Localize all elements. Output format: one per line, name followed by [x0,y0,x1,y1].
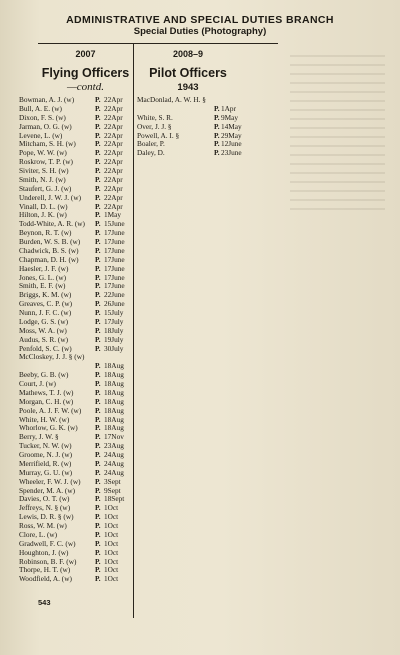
seniority-date: 22Apr [104,174,123,184]
officer-name: Chapman, D. H. (w) [19,254,79,264]
officer-name: Nunn, J. F. C. (w) [19,308,72,317]
seniority-code: P. [95,432,101,442]
seniority-date: 12June [221,139,242,149]
seniority-code: P. [95,565,101,575]
seniority-code: P. [95,503,101,513]
seniority-date: 22Apr [104,121,123,131]
seniority-date: 17June [104,228,125,238]
seniority-code: P. [95,121,101,131]
officer-name: Moss, W. A. (w) [19,325,67,335]
seniority-date: 26June [104,299,125,309]
officer-name: MacDonlad, A. W. H. § [137,95,206,104]
left-entries-list [19,96,134,584]
seniority-date: 1Oct [104,565,119,575]
seniority-date: 22Apr [104,157,123,167]
seniority-code: P. [95,476,101,486]
seniority-code: P. [95,574,101,584]
seniority-code: P. [95,370,101,380]
seniority-code: P. [214,103,220,113]
branch-subtitle: Special Duties (Photography) [133,26,267,37]
left-rank-heading: Flying Officers [41,66,130,80]
list-item [19,575,134,584]
seniority-code: P. [95,521,101,530]
seniority-date: 22Apr [104,183,123,193]
seniority-code: P. [95,556,101,566]
seniority-code: P. [95,228,101,238]
seniority-code: P. [95,201,101,211]
officer-name: Berry, J. W. § [19,432,59,442]
officer-name: Haesler, J. F. (w) [19,263,69,273]
officer-name: Spender, M. A. (w) [19,485,76,495]
seniority-code: P. [95,192,101,202]
officer-name: Tucker, N. W. (w) [19,441,72,451]
officer-name: Underell, J. W. J. (w) [19,192,82,202]
seniority-code: P. [95,467,101,477]
seniority-code: P. [95,512,101,522]
seniority-date: 22June [104,290,125,300]
seniority-code: P. [95,423,101,433]
seniority-date: 22Apr [104,139,123,149]
seniority-code: P. [214,148,220,158]
seniority-date: 15June [104,219,125,229]
seniority-code: P. [95,494,101,504]
branch-title: ADMINISTRATIVE AND SPECIAL DUTIES BRANCH [66,14,334,26]
seniority-code: P. [95,290,101,300]
seniority-code: P. [95,529,101,539]
seniority-date: 1Oct [104,521,119,530]
officer-name: Wheeler, F. W. J. (w) [19,476,81,486]
officer-name: Mitcham, S. H. (w) [19,139,76,149]
left-section-number: 2007 [75,49,96,59]
seniority-date: 18Aug [104,414,124,424]
seniority-code: P. [95,379,101,388]
officer-name: Briggs, K. M. (w) [19,290,72,300]
seniority-date: 23Aug [104,441,124,451]
seniority-code: P. [214,130,220,140]
seniority-date: 18Aug [104,361,124,371]
seniority-code: P. [214,112,220,122]
seniority-code: P. [95,441,101,451]
officer-name: Smith, E. F. (w) [19,281,66,291]
seniority-date: 17June [104,263,125,273]
officer-name: Morgan, C. H. (w) [19,396,74,406]
seniority-code: P. [95,325,101,335]
officer-name: Clore, L. (w) [19,529,58,539]
right-entries-list [137,96,252,158]
seniority-date: 3Sept [104,476,121,486]
seniority-code: P. [95,166,101,175]
officer-name: Court, J. (w) [19,379,56,388]
seniority-date: 22Apr [104,148,123,158]
officer-name: Houghton, J. (w) [19,547,69,557]
officer-name: Smith, N. J. (w) [19,174,66,184]
bleed-through-text [290,55,385,215]
seniority-date: 17June [104,272,125,282]
seniority-date: 17June [104,237,125,246]
seniority-date: 22Apr [104,95,123,104]
officer-name: Bowman, A. J. (w) [19,95,75,104]
seniority-code: P. [95,538,101,548]
seniority-date: 15July [104,308,124,317]
seniority-date: 22Apr [104,192,123,202]
officer-name: McCloskey, J. J. § (w) [19,352,85,362]
header-rule [38,43,278,44]
officer-name: White, H. W. (w) [19,414,70,424]
seniority-date: 18Aug [104,370,124,380]
officer-name: Chadwick, B. S. (w) [19,245,79,255]
officer-name: Staufert, G. J. (w) [19,183,72,193]
officer-name: Daley, D. [137,148,165,158]
seniority-code: P. [95,485,101,495]
seniority-code: P. [95,299,101,309]
officer-name: Greaves, C. P. (w) [19,299,73,309]
seniority-date: 1Oct [104,512,119,522]
seniority-code: P. [95,334,101,344]
seniority-date: 14May [221,121,242,131]
officer-name: Levene, L. (w) [19,130,63,140]
seniority-code: P. [95,157,101,167]
seniority-code: P. [95,148,101,158]
seniority-code: P. [95,281,101,291]
seniority-code: P. [95,139,101,149]
seniority-code: P. [95,316,101,326]
officer-name: Lewis, D. R. § (w) [19,512,74,522]
seniority-date: 18Aug [104,405,124,415]
seniority-date: 22Apr [104,103,123,113]
officer-name: Siviter, S. H. (w) [19,166,69,175]
seniority-date: 9May [221,112,239,122]
officer-name: Jeffreys, N. § (w) [19,503,71,513]
seniority-date: 18Aug [104,423,124,433]
seniority-date: 18Sept [104,494,125,504]
left-contd-label: —contd. [67,81,104,93]
officer-name: Woodfield, A. (w) [19,574,72,584]
officer-name: Whorlow, G. K. (w) [19,423,78,433]
seniority-date: 24Aug [104,458,124,468]
officer-name: Pope, W. W. (w) [19,148,67,158]
officer-name: Poole, A. J. F. W. (w) [19,405,82,415]
officer-name: Roskrow, T. P. (w) [19,157,73,167]
seniority-date: 1Oct [104,538,119,548]
seniority-code: P. [95,343,101,353]
seniority-code: P. [95,405,101,415]
seniority-date: 18Aug [104,396,124,406]
seniority-date: 22Apr [104,201,123,211]
officer-name: Merrifield, R. (w) [19,458,72,468]
officer-name: Murray, G. U. (w) [19,467,73,477]
seniority-code: P. [95,112,101,122]
officer-name: Beynon, R. T. (w) [19,228,72,238]
seniority-code: P. [95,308,101,317]
seniority-code: P. [95,130,101,140]
right-rank-heading: Pilot Officers [149,66,227,80]
seniority-date: 18Aug [104,387,124,397]
officer-name: Dixon, F. S. (w) [19,112,66,122]
seniority-date: 9Sept [104,485,121,495]
seniority-code: P. [95,103,101,113]
officer-name: Beeby, G. B. (w) [19,370,69,380]
seniority-code: P. [95,450,101,459]
seniority-code: P. [95,263,101,273]
seniority-date: 19July [104,334,124,344]
seniority-code: P. [95,414,101,424]
seniority-date: 22Apr [104,130,123,140]
officer-name: Over, J. J. § [137,121,172,131]
seniority-date: 17June [104,281,125,291]
seniority-code: P. [95,174,101,184]
seniority-date: 1Oct [104,556,119,566]
officer-name: Robinson, B. F. (w) [19,556,77,566]
seniority-code: P. [95,245,101,255]
officer-name: Gradwell, F. C. (w) [19,538,76,548]
officer-name: Burden, W. S. B. (w) [19,237,81,246]
seniority-date: 24Aug [104,467,124,477]
seniority-date: 1Oct [104,529,119,539]
seniority-code: P. [95,458,101,468]
officer-name: Groome, N. J. (w) [19,450,73,459]
seniority-date: 24Aug [104,450,124,459]
officer-name: Bull, A. E. (w) [19,103,62,113]
officer-name: Todd-White, A. R. (w) [19,219,85,229]
officer-name: Jones, G. L. (w) [19,272,67,282]
officer-name: Powell, A. I. § [137,130,180,140]
seniority-date: 1May [104,210,122,220]
seniority-code: P. [95,387,101,397]
officer-name: Mathews, T. J. (w) [19,387,74,397]
officer-name: Boaler, P. [137,139,165,149]
seniority-code: P. [95,210,101,220]
seniority-date: 17July [104,316,124,326]
seniority-code: P. [95,547,101,557]
seniority-date: 23June [221,148,242,158]
officer-name: Lodge, G. S. (w) [19,316,69,326]
officer-name: Hilton, J. K. (w) [19,210,67,220]
seniority-code: P. [95,254,101,264]
seniority-date: 18Aug [104,379,124,388]
right-year-heading: 1943 [177,82,199,93]
seniority-code: P. [95,95,101,104]
seniority-date: 1Oct [104,547,119,557]
seniority-date: 1Apr [221,103,236,113]
seniority-code: P. [95,396,101,406]
seniority-code: P. [95,237,101,246]
seniority-code: P. [95,219,101,229]
seniority-date: 17Nov [104,432,124,442]
seniority-date: 29May [221,130,242,140]
right-section-number: 2008–9 [172,49,204,59]
seniority-date: 30July [104,343,124,353]
seniority-date: 1Oct [104,503,119,513]
seniority-date: 22Apr [104,166,123,175]
officer-name: Penfold, S. C. (w) [19,343,72,353]
page-number: 543 [38,598,51,607]
officer-name: Thorpe, H. T. (w) [19,565,71,575]
officer-name: Jarman, O. G. (w) [19,121,72,131]
seniority-code: P. [214,121,220,131]
officer-name: Ross, W. M. (w) [19,521,67,530]
officer-name: Davies, O. T. (w) [19,494,70,504]
officer-name: Audus, S. R. (w) [19,334,69,344]
officer-name: White, S. R. [137,112,173,122]
seniority-code: P. [95,183,101,193]
officer-name: Vinall, D. L. (w) [19,201,68,211]
seniority-date: 17June [104,245,125,255]
seniority-date: 22Apr [104,112,123,122]
seniority-code: P. [95,272,101,282]
seniority-date: 17June [104,254,125,264]
seniority-date: 1Oct [104,574,119,584]
seniority-code: P. [95,361,101,371]
seniority-code: P. [214,139,220,149]
seniority-date: 18July [104,325,124,335]
list-item [137,149,252,158]
